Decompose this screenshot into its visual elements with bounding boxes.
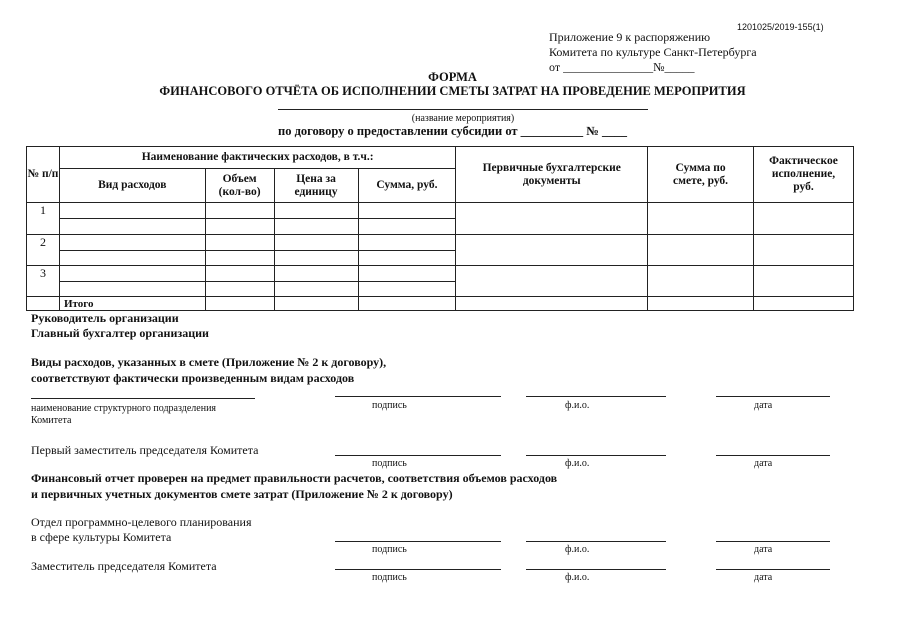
cell xyxy=(358,251,456,266)
check-statement-1: Финансовый отчет проверен на предмет правильности расчетов, соответствия объемов расходов xyxy=(31,471,558,485)
date-caption: дата xyxy=(754,572,773,583)
cell xyxy=(205,235,274,251)
cell xyxy=(274,266,358,282)
cell xyxy=(648,203,754,235)
check-statement-2: и первичных учетных документов смете затрат (Приложение № 2 к договору) xyxy=(31,487,453,501)
signature-line xyxy=(335,569,501,570)
cell xyxy=(648,266,754,297)
dept-program-label-2: в сфере культуры Комитета xyxy=(31,530,172,544)
appendix-line-1: Приложение 9 к распоряжению xyxy=(549,30,711,44)
cell xyxy=(456,235,648,266)
col-actual-header: Фактическое исполнение, руб. xyxy=(754,147,854,203)
signature-line xyxy=(335,396,501,397)
cell xyxy=(358,203,456,219)
cell xyxy=(754,266,854,297)
date-line xyxy=(716,569,830,570)
cell xyxy=(205,219,274,235)
dept-program-label-1: Отдел программно-целевого планирования xyxy=(31,515,252,529)
cell xyxy=(205,297,274,311)
fio-line xyxy=(526,541,666,542)
cell xyxy=(205,203,274,219)
fio-line xyxy=(526,396,666,397)
col-group-header: Наименование фактических расходов, в т.ч.: xyxy=(59,147,455,169)
col-price-header: Цена за единицу xyxy=(274,169,358,203)
col-sum-header: Сумма, руб. xyxy=(358,169,456,203)
cell xyxy=(27,297,60,311)
match-statement-2: соответствуют фактически произведенным видам расходов xyxy=(31,371,355,385)
date-line xyxy=(716,396,830,397)
fio-caption: ф.и.о. xyxy=(565,400,590,411)
row-number: 1 xyxy=(27,203,60,235)
total-label: Итого xyxy=(59,297,205,311)
form-subtitle: ФИНАНСОВОГО ОТЧЁТА ОБ ИСПОЛНЕНИИ СМЕТЫ ЗАТРАТ НА ПРОВЕДЕНИЕ МЕРОПРИТИЯ xyxy=(159,84,746,98)
cell xyxy=(274,297,358,311)
col-docs-header: Первичные бухгалтерские документы xyxy=(456,147,648,203)
cell xyxy=(59,282,205,297)
signature-caption: подпись xyxy=(372,458,407,469)
cell xyxy=(358,266,456,282)
table-row xyxy=(27,203,854,219)
contract-line: по договору о предоставлении субсидии от __________ № ____ xyxy=(278,124,627,138)
first-deputy-label: Первый заместитель председателя Комитета xyxy=(31,443,259,457)
fio-caption: ф.и.о. xyxy=(565,458,590,469)
cell xyxy=(274,203,358,219)
signature-line xyxy=(335,541,501,542)
cell xyxy=(648,235,754,266)
cell xyxy=(59,235,205,251)
chief-accountant: Главный бухгалтер организации xyxy=(31,326,209,340)
fio-line xyxy=(526,569,666,570)
cell xyxy=(358,297,456,311)
cell xyxy=(59,203,205,219)
cell xyxy=(59,266,205,282)
fio-line xyxy=(526,455,666,456)
cell xyxy=(59,219,205,235)
date-caption: дата xyxy=(754,400,773,411)
cell xyxy=(274,219,358,235)
row-number: 3 xyxy=(27,266,60,297)
event-name-line xyxy=(278,109,648,110)
cell xyxy=(59,251,205,266)
document-number: 1201025/2019-155(1) xyxy=(737,22,824,32)
expense-table xyxy=(26,146,854,311)
deputy-label: Заместитель председателя Комитета xyxy=(31,559,217,573)
date-caption: дата xyxy=(754,544,773,555)
cell xyxy=(358,235,456,251)
committee-caption: Комитета xyxy=(31,415,72,426)
event-name-caption: (название мероприятия) xyxy=(411,113,515,124)
cell xyxy=(205,251,274,266)
cell xyxy=(456,203,648,235)
row-number: 2 xyxy=(27,235,60,266)
date-caption: дата xyxy=(754,458,773,469)
fio-caption: ф.и.о. xyxy=(565,572,590,583)
cell xyxy=(274,282,358,297)
cell xyxy=(648,297,754,311)
total-row xyxy=(27,297,854,311)
cell xyxy=(205,266,274,282)
signature-caption: подпись xyxy=(372,572,407,583)
cell xyxy=(358,282,456,297)
appendix-line-2: Комитета по культуре Санкт-Петербурга xyxy=(549,45,757,59)
col-estimate-header: Сумма по смете, руб. xyxy=(648,147,754,203)
cell xyxy=(456,297,648,311)
dept-name-line xyxy=(31,398,255,399)
cell xyxy=(205,282,274,297)
appendix-line-3: от _______________№_____ xyxy=(549,60,695,74)
date-line xyxy=(716,455,830,456)
cell xyxy=(274,251,358,266)
cell xyxy=(754,297,854,311)
signature-caption: подпись xyxy=(372,544,407,555)
table-row xyxy=(27,266,854,282)
form-title: ФОРМА xyxy=(428,70,477,84)
head-of-organization: Руководитель организации xyxy=(31,311,179,325)
fio-caption: ф.и.о. xyxy=(565,544,590,555)
date-line xyxy=(716,541,830,542)
cell xyxy=(358,219,456,235)
cell xyxy=(754,203,854,235)
col-volume-header: Объем (кол-во) xyxy=(205,169,274,203)
col-num-header: № п/п xyxy=(27,147,60,203)
signature-caption: подпись xyxy=(372,400,407,411)
cell xyxy=(754,235,854,266)
match-statement-1: Виды расходов, указанных в смете (Приложение № 2 к договору), xyxy=(31,355,387,369)
cell xyxy=(456,266,648,297)
cell xyxy=(274,235,358,251)
col-type-header: Вид расходов xyxy=(59,169,205,203)
table-row xyxy=(27,235,854,251)
dept-name-caption: наименование структурного подразделения xyxy=(31,403,217,414)
signature-line xyxy=(335,455,501,456)
